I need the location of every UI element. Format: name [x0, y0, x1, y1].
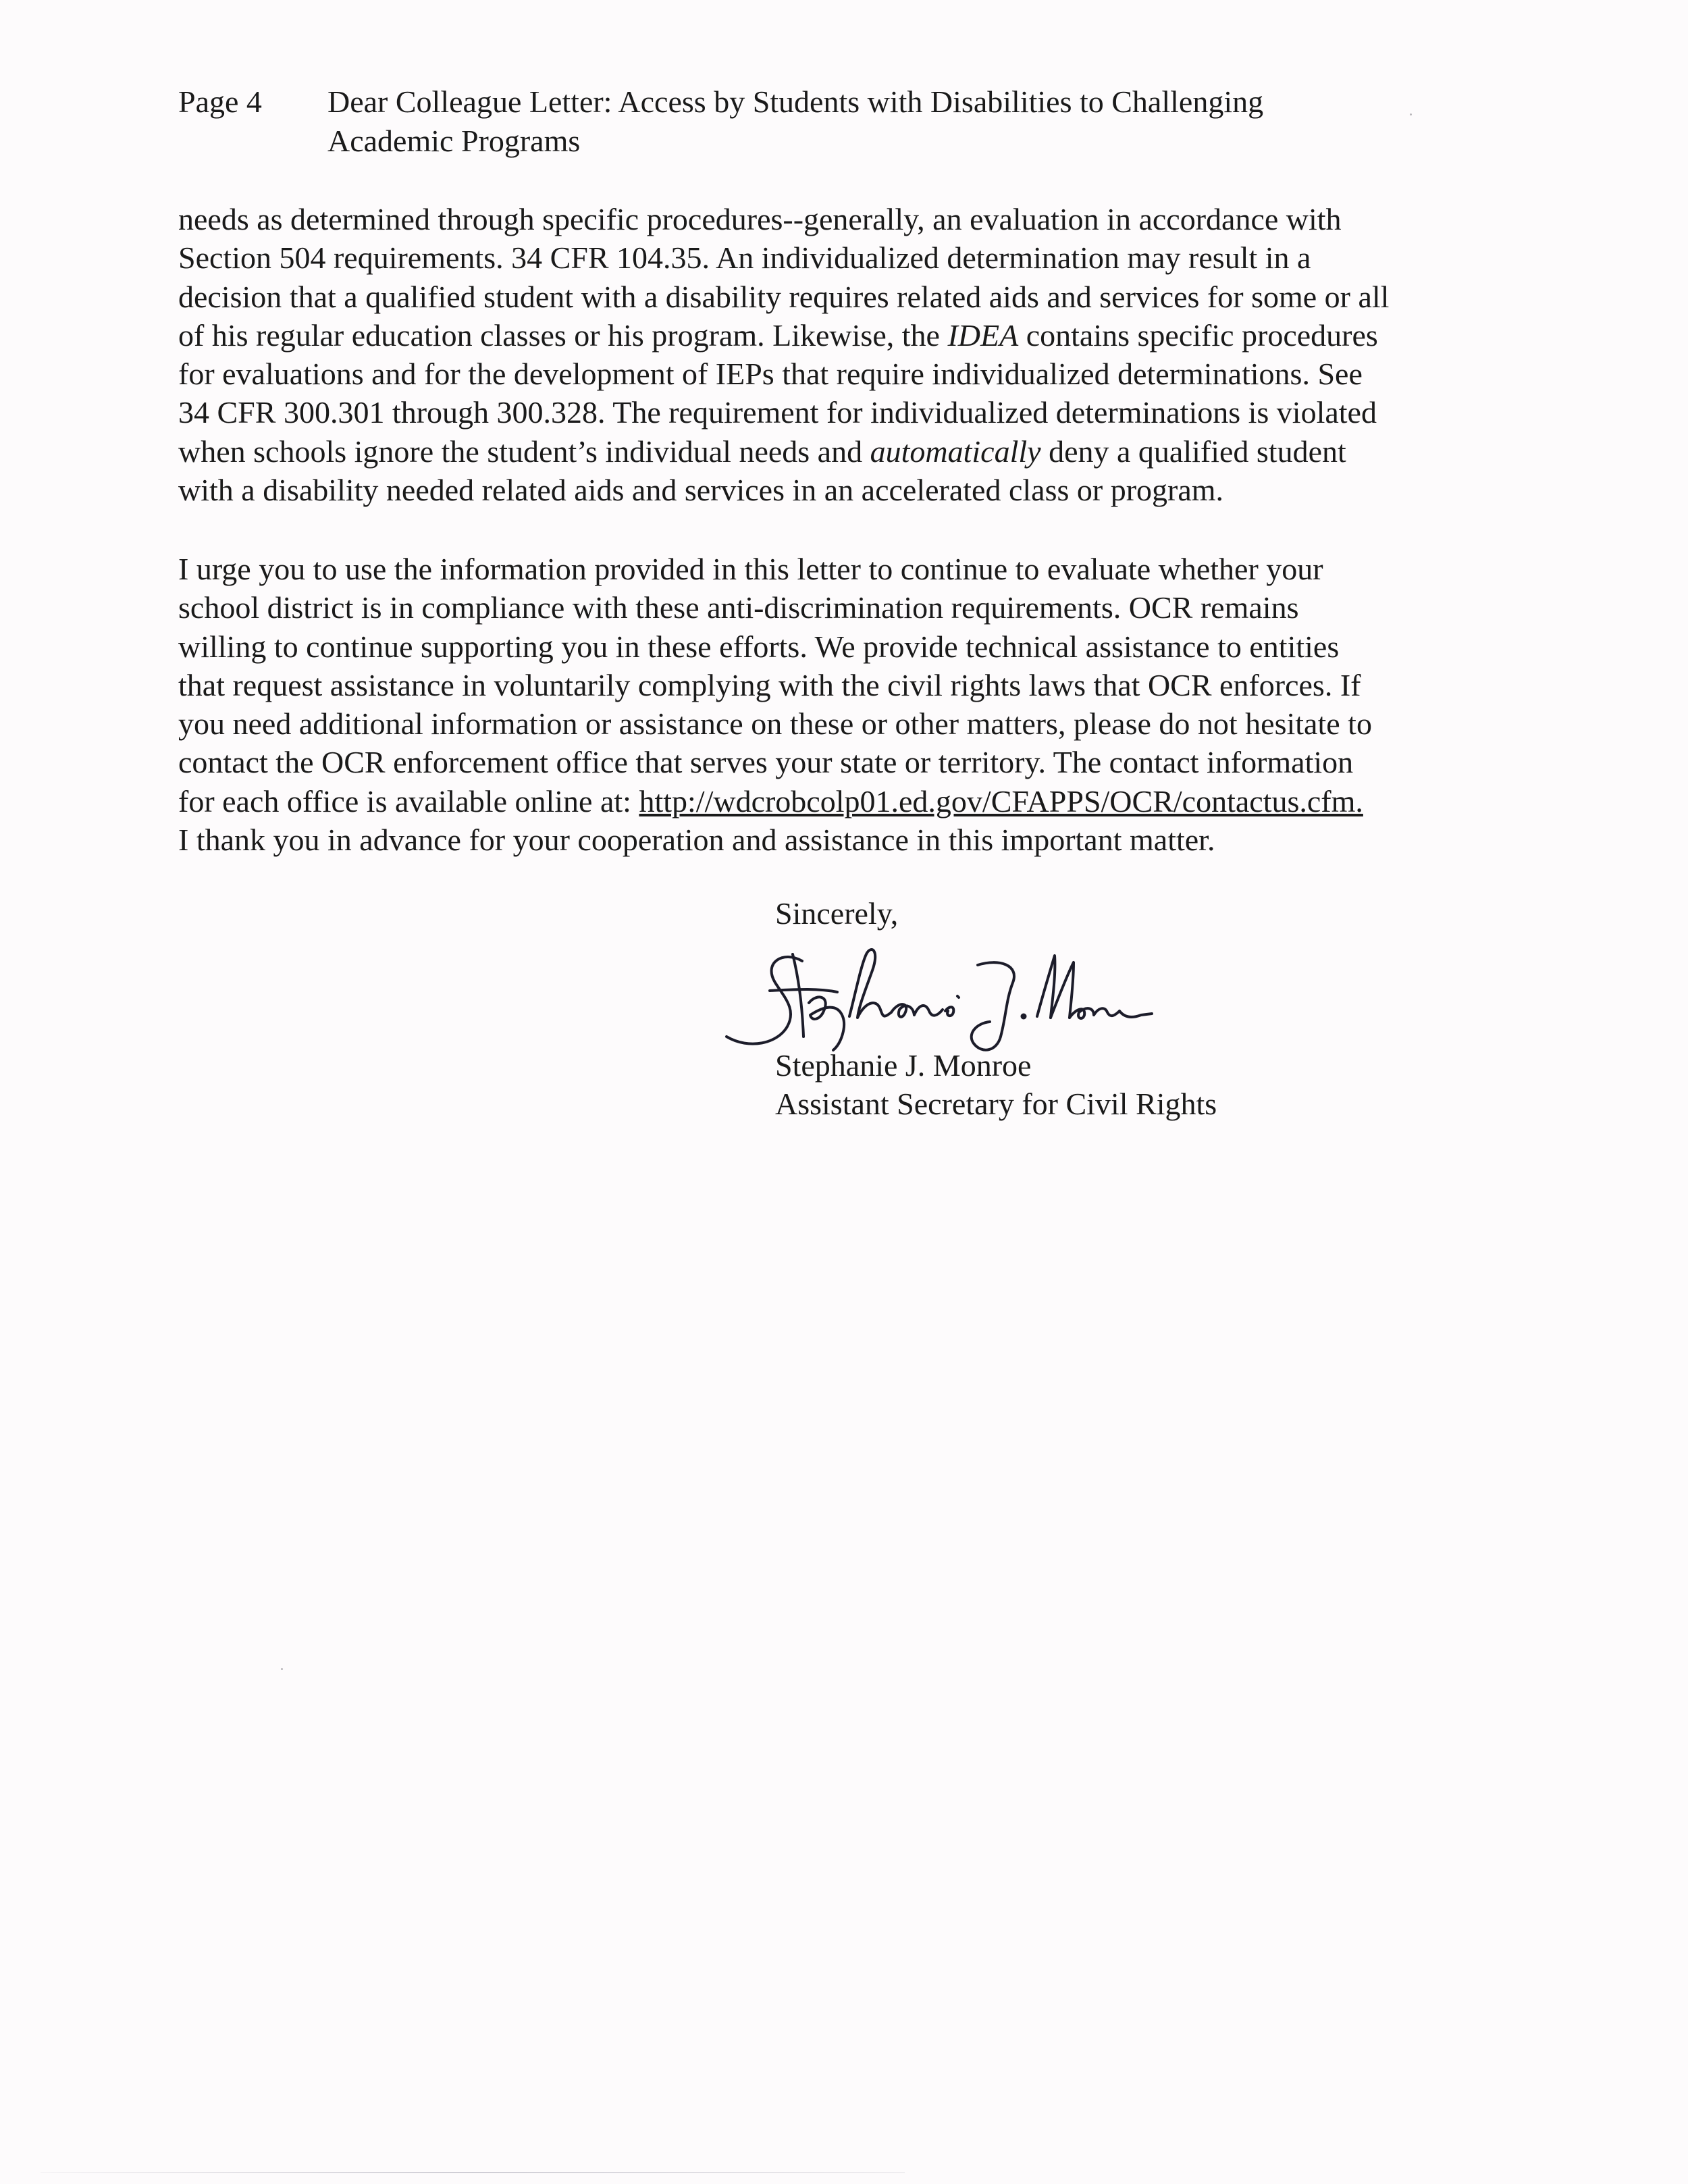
paragraph-line: with a disability needed related aids and services in an accelerated class or program. [178, 473, 1224, 508]
paragraph-line: you need additional information or assistance on these or other matters, please do not hesitate to [178, 706, 1372, 742]
letter-title-line: Dear Colleague Letter: Access by Students with Disabilities to Challenging [327, 84, 1264, 119]
signer-block [775, 1046, 1217, 1123]
closing-salutation: Sincerely, [775, 896, 899, 931]
signer-title: Assistant Secretary for Civil Rights [775, 1087, 1217, 1121]
paragraph-line: 34 CFR 300.301 through 300.328. The requirement for individualized determinations is violated [178, 395, 1377, 430]
letter-title [327, 82, 1543, 161]
page-number: Page 4 [178, 84, 262, 119]
contact-link[interactable]: http://wdcrobcolp01.ed.gov/CFAPPS/OCR/contactus.cfm. [639, 783, 1363, 818]
line-text: contains specific procedures [1018, 317, 1378, 353]
paragraph-line: for evaluations and for the development of IEPs that require individualized determinations. See [178, 357, 1363, 392]
body-paragraph-1 [178, 200, 1389, 509]
body-paragraph-2 [178, 550, 1372, 859]
line-text: when schools ignore the student’s individual needs and [178, 434, 870, 469]
bottom-scan-edge [41, 2172, 905, 2173]
paragraph-line [178, 316, 1389, 355]
line-text: for each office is available online at: [178, 783, 639, 818]
scan-speck [1410, 113, 1412, 115]
paragraph-line: Section 504 requirements. 34 CFR 104.35. An individualized determination may result in a [178, 240, 1311, 276]
paragraph-line: contact the OCR enforcement office that serves your state or territory. The contact information [178, 745, 1354, 780]
line-text: of his regular education classes or his program. Likewise, the [178, 317, 948, 353]
paragraph-line: I urge you to use the information provided in this letter to continue to evaluate whether your [178, 552, 1323, 586]
paragraph-line: school district is in compliance with these anti-discrimination requirements. OCR remains [178, 590, 1299, 625]
line-text: deny a qualified student [1040, 434, 1346, 469]
paragraph-line: that request assistance in voluntarily complying with the civil rights laws that OCR enforces. If [178, 667, 1361, 702]
letter-title-line: Academic Programs [327, 124, 581, 158]
paragraph-line: needs as determined through specific procedures--generally, an evaluation in accordance with [178, 202, 1342, 236]
paragraph-line: decision that a qualified student with a disability requires related aids and services for some or all [178, 279, 1390, 314]
paragraph-line [178, 782, 1372, 821]
automatically-italic: automatically [870, 434, 1041, 469]
paragraph-line: willing to continue supporting you in these efforts. We provide technical assistance to entities [178, 629, 1340, 664]
scan-speck [281, 1668, 283, 1670]
handwritten-signature [722, 935, 1155, 1064]
paragraph-line: I thank you in advance for your cooperation and assistance in this important matter. [178, 823, 1215, 858]
idea-italic: IDEA [947, 317, 1019, 353]
paragraph-line [178, 432, 1389, 471]
signer-name: Stephanie J. Monroe [775, 1048, 1032, 1083]
